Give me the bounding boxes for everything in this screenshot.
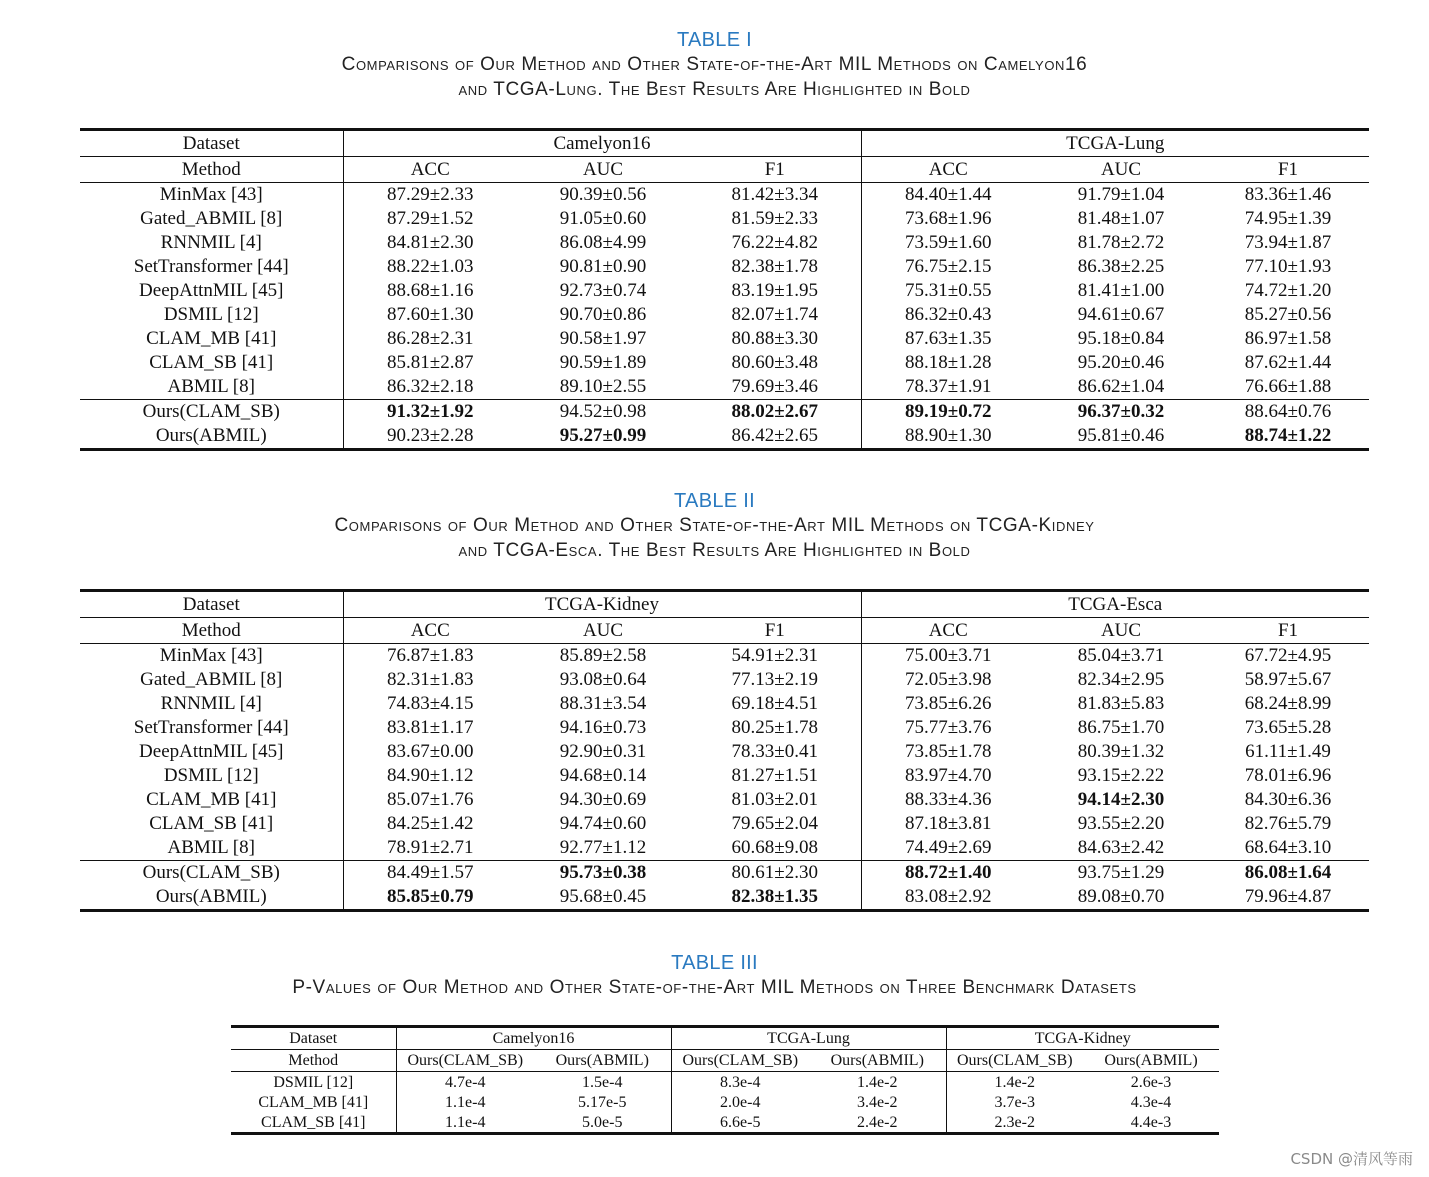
value-cell: 74.49±2.69 (861, 836, 1035, 861)
table-row (231, 1112, 1219, 1134)
value-cell: 74.72±1.20 (1244, 280, 1332, 301)
value-cell: 84.30±6.36 (1244, 789, 1332, 810)
value-cell: 75.77±3.76 (861, 716, 1035, 740)
value-cell: 83.97±4.70 (861, 764, 1035, 788)
value-cell: 80.88±3.30 (731, 328, 818, 349)
value-cell: 75.00±3.71 (861, 644, 1035, 669)
group-header-camelyon16: Camelyon16 (343, 130, 861, 157)
value-cell: 82.34±2.95 (1077, 669, 1165, 690)
value-cell: 78.91±2.71 (343, 836, 517, 861)
value-cell: 83.67±0.00 (343, 740, 517, 764)
value-cell: 4.4e-3 (1083, 1112, 1219, 1134)
header-dataset: Dataset (80, 130, 343, 157)
table-row (80, 861, 1369, 886)
value-cell: 81.59±2.33 (731, 208, 818, 229)
metric-header: F1 (689, 618, 861, 644)
value-cell: 85.85±0.79 (343, 885, 517, 911)
value-cell: 6.6e-5 (671, 1112, 809, 1134)
group-header-tcga-esca: TCGA-Esca (861, 591, 1369, 618)
value-cell: 76.87±1.83 (343, 644, 517, 669)
value-cell: 93.15±2.22 (1077, 765, 1165, 786)
value-cell: 86.62±1.04 (1077, 376, 1165, 397)
value-cell: 85.81±2.87 (343, 351, 517, 375)
value-cell: 85.27±0.56 (1244, 304, 1332, 325)
value-cell: 81.03±2.01 (731, 789, 818, 810)
table-row (80, 668, 1369, 692)
value-cell: 84.40±1.44 (861, 183, 1035, 208)
method-name: Ours(ABMIL) (80, 424, 343, 450)
value-cell: 3.4e-2 (857, 1093, 898, 1111)
value-cell: 83.19±1.95 (731, 280, 818, 301)
value-cell: 5.0e-5 (534, 1112, 671, 1134)
table-row (80, 740, 1369, 764)
value-cell: 78.37±1.91 (861, 375, 1035, 400)
table-row (80, 231, 1369, 255)
table-row (80, 375, 1369, 400)
value-cell: 68.24±8.99 (1244, 693, 1332, 714)
value-cell: 76.66±1.88 (1244, 376, 1332, 397)
value-cell: 73.68±1.96 (861, 207, 1035, 231)
value-cell: 86.32±2.18 (343, 375, 517, 400)
subheader: Ours(CLAM_SB) (396, 1050, 534, 1072)
value-cell: 4.7e-4 (396, 1072, 534, 1093)
metric-header: ACC (861, 157, 1035, 183)
table-3 (231, 1025, 1219, 1135)
subheader: Ours(ABMIL) (809, 1050, 946, 1072)
value-cell: 94.61±0.67 (1077, 304, 1165, 325)
value-cell: 94.52±0.98 (517, 400, 689, 425)
value-cell: 88.33±4.36 (861, 788, 1035, 812)
table-3-caption: P-Values of Our Method and Other State-of-the-Art MIL Methods on Three Benchmark Datasets (292, 977, 1137, 998)
value-cell: 90.23±2.28 (343, 424, 517, 450)
value-cell: 67.72±4.95 (1207, 644, 1369, 669)
subheader: Ours(CLAM_SB) (671, 1050, 809, 1072)
value-cell: 81.41±1.00 (1077, 280, 1165, 301)
method-name: CLAM_SB [41] (231, 1112, 396, 1134)
value-cell: 79.69±3.46 (731, 376, 818, 397)
metric-header-row (80, 157, 1369, 183)
method-name: RNNMIL [4] (160, 232, 262, 253)
metric-header: F1 (689, 157, 861, 183)
value-cell: 87.63±1.35 (861, 327, 1035, 351)
value-cell: 88.22±1.03 (343, 255, 517, 279)
value-cell: 54.91±2.31 (689, 644, 861, 669)
value-cell: 85.89±2.58 (517, 644, 689, 669)
table-row (80, 255, 1369, 279)
metric-header: AUC (1035, 157, 1207, 183)
table-row (80, 764, 1369, 788)
value-cell: 91.32±1.92 (343, 400, 517, 425)
method-name: CLAM_MB [41] (146, 789, 277, 810)
value-cell: 87.62±1.44 (1244, 352, 1332, 373)
method-name: Ours(ABMIL) (80, 885, 343, 911)
table-1-caption-line2: and TCGA-Lung. The Best Results Are Highlighted in Bold (458, 79, 971, 100)
value-cell: 86.28±2.31 (343, 327, 517, 351)
value-cell: 68.64±3.10 (1244, 837, 1332, 858)
header-dataset: Dataset (231, 1027, 396, 1050)
table-1-label: TABLE I (676, 29, 753, 51)
table-2-caption-line2: and TCGA-Esca. The Best Results Are Highlighted in Bold (458, 540, 971, 561)
value-cell: 77.10±1.93 (1244, 256, 1332, 277)
group-header-tcga-kidney: TCGA-Kidney (946, 1027, 1219, 1050)
method-name: DeepAttnMIL [45] (139, 741, 284, 762)
value-cell: 86.42±2.65 (689, 424, 861, 450)
value-cell: 95.20±0.46 (1077, 352, 1165, 373)
table-row (80, 279, 1369, 303)
value-cell: 74.83±4.15 (343, 692, 517, 716)
value-cell: 85.07±1.76 (343, 788, 517, 812)
value-cell: 91.79±1.04 (1035, 183, 1207, 208)
table-2 (80, 589, 1369, 912)
value-cell: 78.33±0.41 (731, 741, 818, 762)
value-cell: 93.08±0.64 (559, 669, 647, 690)
method-name: CLAM_MB [41] (146, 328, 277, 349)
value-cell: 69.18±4.51 (731, 693, 818, 714)
value-cell: 80.25±1.78 (731, 717, 818, 738)
watermark: CSDN @清风等雨 (1290, 1150, 1413, 1168)
value-cell: 95.18±0.84 (1077, 328, 1165, 349)
value-cell: 2.4e-2 (809, 1112, 946, 1134)
method-name: RNNMIL [4] (160, 693, 262, 714)
group-header-tcga-lung: TCGA-Lung (671, 1027, 946, 1050)
metric-header-row (80, 618, 1369, 644)
value-cell: 96.37±0.32 (1035, 400, 1207, 425)
value-cell: 73.85±6.26 (861, 692, 1035, 716)
value-cell: 4.3e-4 (1130, 1093, 1172, 1111)
value-cell: 88.18±1.28 (861, 351, 1035, 375)
metric-header: ACC (343, 618, 517, 644)
value-cell: 92.90±0.31 (559, 741, 647, 762)
value-cell: 82.07±1.74 (731, 304, 818, 325)
value-cell: 79.96±4.87 (1207, 885, 1369, 911)
table-row (80, 788, 1369, 812)
value-cell: 84.90±1.12 (343, 764, 517, 788)
metric-header: ACC (343, 157, 517, 183)
value-cell: 87.29±2.33 (343, 183, 517, 208)
value-cell: 90.59±1.89 (559, 352, 647, 373)
value-cell: 94.74±0.60 (559, 813, 647, 834)
table-2-caption-line1: Comparisons of Our Method and Other State-of-the-Art MIL Methods on TCGA-Kidney (334, 515, 1095, 536)
value-cell: 81.83±5.83 (1077, 693, 1165, 714)
value-cell: 95.27±0.99 (517, 424, 689, 450)
method-name: ABMIL [8] (167, 837, 255, 858)
value-cell: 1.1e-4 (396, 1092, 534, 1112)
value-cell: 1.4e-2 (809, 1072, 946, 1093)
value-cell: 2.3e-2 (946, 1112, 1083, 1134)
value-cell: 88.74±1.22 (1207, 424, 1369, 450)
table-1-caption-line1: Comparisons of Our Method and Other State-of-the-Art MIL Methods on Camelyon16 (341, 54, 1088, 75)
method-name: DSMIL [12] (163, 304, 259, 325)
value-cell: 5.17e-5 (578, 1093, 627, 1111)
value-cell: 86.32±0.43 (861, 303, 1035, 327)
value-cell: 73.59±1.60 (861, 231, 1035, 255)
table-row (80, 692, 1369, 716)
value-cell: 75.31±0.55 (861, 279, 1035, 303)
value-cell: 95.68±0.45 (517, 885, 689, 911)
value-cell: 85.04±3.71 (1035, 644, 1207, 669)
header-method: Method (80, 618, 343, 644)
subheader: Ours(ABMIL) (534, 1050, 671, 1072)
value-cell: 2.0e-4 (671, 1092, 809, 1112)
metric-header: F1 (1207, 618, 1369, 644)
value-cell: 88.72±1.40 (861, 861, 1035, 886)
method-name: DSMIL [12] (231, 1072, 396, 1093)
value-cell: 73.65±5.28 (1244, 717, 1332, 738)
table-3-label: TABLE III (671, 952, 758, 974)
value-cell: 86.38±2.25 (1077, 256, 1165, 277)
value-cell: 86.08±1.64 (1207, 861, 1369, 886)
value-cell: 87.18±3.81 (861, 812, 1035, 836)
value-cell: 87.29±1.52 (343, 207, 517, 231)
table-row (231, 1072, 1219, 1093)
value-cell: 81.27±1.51 (731, 765, 818, 786)
table-2-heading (0, 489, 1429, 563)
value-cell: 95.81±0.46 (1035, 424, 1207, 450)
value-cell: 94.14±2.30 (1077, 789, 1165, 810)
value-cell: 86.75±1.70 (1077, 717, 1165, 738)
value-cell: 82.38±1.78 (731, 256, 818, 277)
value-cell: 88.68±1.16 (343, 279, 517, 303)
value-cell: 86.08±4.99 (559, 232, 647, 253)
value-cell: 92.77±1.12 (559, 837, 647, 858)
method-name: MinMax [43] (80, 183, 343, 208)
value-cell: 74.95±1.39 (1244, 208, 1332, 229)
value-cell: 90.39±0.56 (517, 183, 689, 208)
table-row (80, 812, 1369, 836)
method-name: Gated_ABMIL [8] (140, 669, 283, 690)
value-cell: 90.58±1.97 (559, 328, 647, 349)
value-cell: 89.10±2.55 (559, 376, 647, 397)
header-dataset: Dataset (80, 591, 343, 618)
value-cell: 88.90±1.30 (861, 424, 1035, 450)
value-cell: 95.73±0.38 (517, 861, 689, 886)
method-name: Gated_ABMIL [8] (140, 208, 283, 229)
group-header-camelyon16: Camelyon16 (396, 1027, 671, 1050)
metric-header: AUC (517, 618, 689, 644)
value-cell: 83.08±2.92 (861, 885, 1035, 911)
value-cell: 72.05±3.98 (861, 668, 1035, 692)
header-method: Method (231, 1050, 396, 1072)
table-row (80, 644, 1369, 669)
subheader-row (231, 1050, 1219, 1072)
method-name: CLAM_SB [41] (149, 352, 274, 373)
table-2-label: TABLE II (674, 490, 755, 512)
value-cell: 8.3e-4 (671, 1072, 809, 1093)
table-row (80, 183, 1369, 208)
value-cell: 81.42±3.34 (689, 183, 861, 208)
value-cell: 89.19±0.72 (861, 400, 1035, 425)
group-header-tcga-lung: TCGA-Lung (861, 130, 1369, 157)
value-cell: 61.11±1.49 (1245, 741, 1331, 762)
method-name: SetTransformer [44] (133, 717, 289, 738)
header-method: Method (80, 157, 343, 183)
value-cell: 84.63±2.42 (1077, 837, 1165, 858)
value-cell: 80.61±2.30 (689, 861, 861, 886)
method-name: DSMIL [12] (163, 765, 259, 786)
value-cell: 92.73±0.74 (559, 280, 647, 301)
value-cell: 58.97±5.67 (1244, 669, 1332, 690)
table-1 (80, 128, 1369, 451)
value-cell: 81.48±1.07 (1077, 208, 1165, 229)
value-cell: 84.81±2.30 (343, 231, 517, 255)
table-1-heading (0, 28, 1429, 102)
method-name: MinMax [43] (80, 644, 343, 669)
table-row (80, 885, 1369, 911)
value-cell: 1.5e-4 (534, 1072, 671, 1093)
value-cell: 94.16±0.73 (559, 717, 647, 738)
value-cell: 87.60±1.30 (343, 303, 517, 327)
value-cell: 84.49±1.57 (343, 861, 517, 886)
value-cell: 90.81±0.90 (559, 256, 647, 277)
value-cell: 77.13±2.19 (731, 669, 818, 690)
value-cell: 93.75±1.29 (1035, 861, 1207, 886)
value-cell: 80.60±3.48 (731, 352, 818, 373)
value-cell: 78.01±6.96 (1244, 765, 1332, 786)
value-cell: 82.31±1.83 (343, 668, 517, 692)
value-cell: 82.76±5.79 (1244, 813, 1332, 834)
value-cell: 84.25±1.42 (343, 812, 517, 836)
table-row (80, 303, 1369, 327)
value-cell: 83.36±1.46 (1207, 183, 1369, 208)
value-cell: 76.22±4.82 (731, 232, 818, 253)
table-row (80, 716, 1369, 740)
method-name: DeepAttnMIL [45] (139, 280, 284, 301)
table-row (80, 327, 1369, 351)
method-name: ABMIL [8] (167, 376, 255, 397)
value-cell: 80.39±1.32 (1077, 741, 1165, 762)
value-cell: 88.64±0.76 (1207, 400, 1369, 425)
metric-header: ACC (861, 618, 1035, 644)
value-cell: 88.31±3.54 (559, 693, 647, 714)
value-cell: 82.38±1.35 (689, 885, 861, 911)
value-cell: 76.75±2.15 (861, 255, 1035, 279)
table-row (80, 207, 1369, 231)
method-name: Ours(CLAM_SB) (80, 400, 343, 425)
metric-header: F1 (1207, 157, 1369, 183)
table-row (80, 351, 1369, 375)
group-header-tcga-kidney: TCGA-Kidney (343, 591, 861, 618)
method-name: CLAM_SB [41] (149, 813, 274, 834)
table-row (80, 400, 1369, 425)
value-cell: 89.08±0.70 (1035, 885, 1207, 911)
value-cell: 2.6e-3 (1083, 1072, 1219, 1093)
method-name: SetTransformer [44] (133, 256, 289, 277)
value-cell: 86.97±1.58 (1244, 328, 1332, 349)
table-row (80, 424, 1369, 450)
method-name: Ours(CLAM_SB) (80, 861, 343, 886)
value-cell: 1.1e-4 (396, 1112, 534, 1134)
value-cell: 60.68±9.08 (731, 837, 818, 858)
value-cell: 93.55±2.20 (1077, 813, 1165, 834)
subheader: Ours(ABMIL) (1083, 1050, 1219, 1072)
table-3-heading (0, 951, 1429, 1000)
value-cell: 73.94±1.87 (1244, 232, 1332, 253)
table-row (80, 836, 1369, 861)
value-cell: 79.65±2.04 (731, 813, 818, 834)
value-cell: 3.7e-3 (946, 1092, 1083, 1112)
subheader: Ours(CLAM_SB) (946, 1050, 1083, 1072)
metric-header: AUC (517, 157, 689, 183)
value-cell: 1.4e-2 (946, 1072, 1083, 1093)
value-cell: 94.30±0.69 (559, 789, 647, 810)
value-cell: 88.02±2.67 (689, 400, 861, 425)
table-row (231, 1092, 1219, 1112)
value-cell: 90.70±0.86 (559, 304, 647, 325)
value-cell: 73.85±1.78 (861, 740, 1035, 764)
method-name: CLAM_MB [41] (258, 1093, 369, 1111)
metric-header: AUC (1035, 618, 1207, 644)
value-cell: 94.68±0.14 (559, 765, 647, 786)
value-cell: 83.81±1.17 (343, 716, 517, 740)
value-cell: 91.05±0.60 (559, 208, 647, 229)
value-cell: 81.78±2.72 (1077, 232, 1165, 253)
